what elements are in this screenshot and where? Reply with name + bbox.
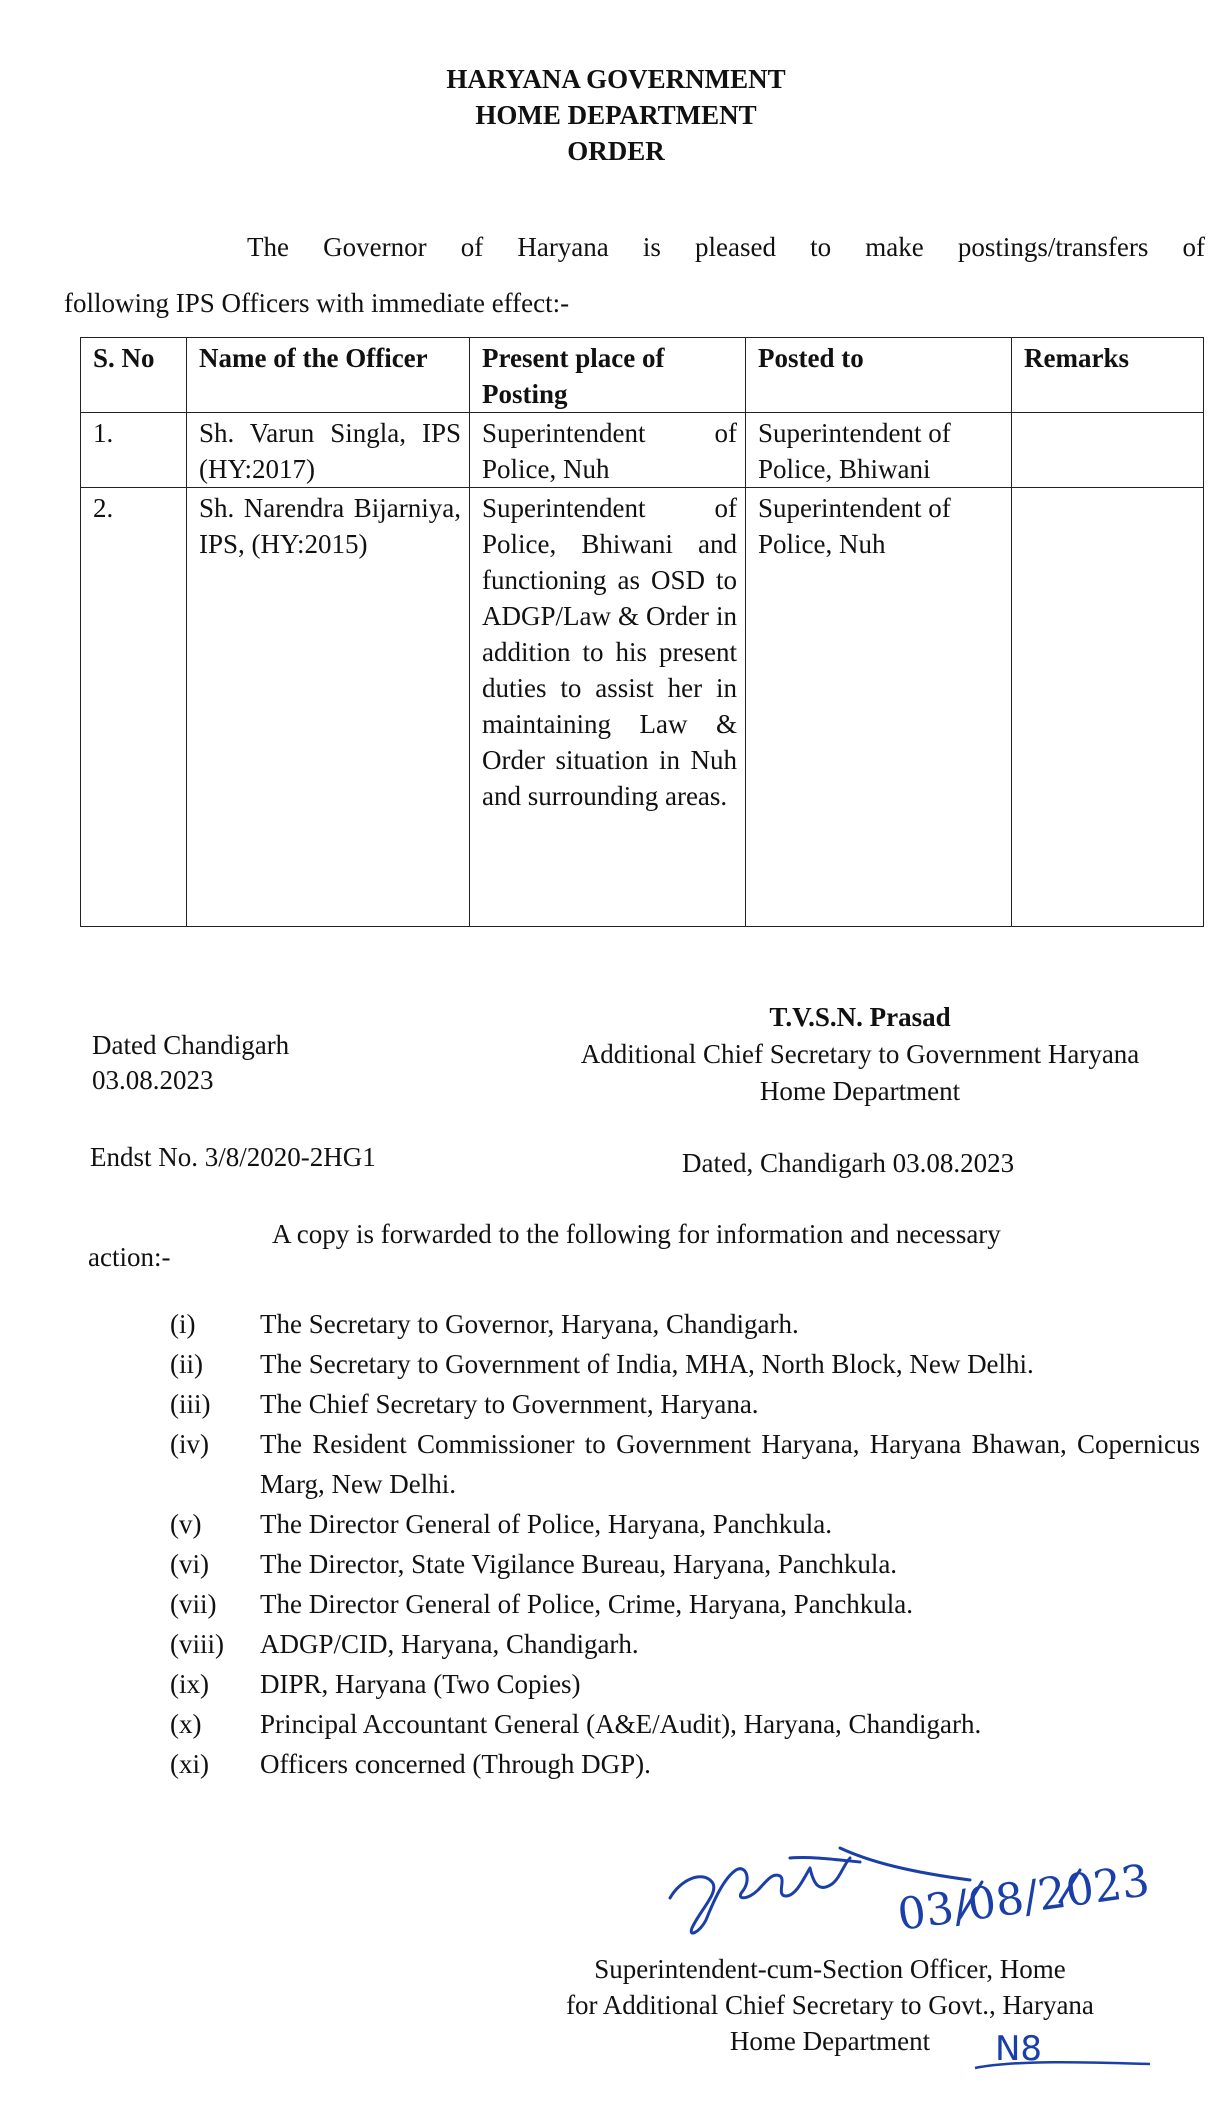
intro-line-2: following IPS Officers with immediate effect:- (64, 288, 570, 318)
signatory-name: T.V.S.N. Prasad (769, 1002, 951, 1032)
handwritten-signature (640, 1800, 1200, 1950)
row-name: Sh. Narendra Bijarniya, IPS, (HY:2015) (187, 488, 470, 927)
signatory-designation: Additional Chief Secretary to Government Haryana (580, 1039, 1140, 1069)
endorsement-number: Endst No. 3/8/2020-2HG1 (90, 1142, 376, 1172)
list-item-number: (iv) (170, 1429, 209, 1459)
row-posted: Superintendent of Police, Nuh (746, 488, 1012, 927)
list-item-text: The Secretary to Governor, Haryana, Chandigarh. (260, 1309, 799, 1339)
list-item-number: (i) (170, 1309, 196, 1339)
dated-place: Dated Chandigarh (92, 1030, 290, 1060)
list-item-text: DIPR, Haryana (Two Copies) (260, 1669, 581, 1699)
list-item (170, 1744, 1200, 1784)
row-sno: 2. (81, 488, 187, 927)
footer-line-3: Home Department (729, 2026, 931, 2056)
list-item-text: ADGP/CID, Haryana, Chandigarh. (260, 1629, 639, 1659)
list-item-text: Principal Accountant General (A&E/Audit), Haryana, Chandigarh. (260, 1709, 982, 1739)
list-item (170, 1544, 1200, 1584)
handwritten-date: 03/08/2023 (894, 1855, 1153, 1941)
row-posted: Superintendent of Police, Bhiwani (746, 413, 1012, 488)
row-present: Superintendent of Police, Nuh (470, 413, 746, 488)
intro-line-1: The Governor of Haryana is pleased to make postings/transfers of (247, 232, 1205, 262)
list-item-number: (x) (170, 1709, 202, 1739)
col-sno: S. No (81, 338, 187, 413)
list-item-number: (xi) (170, 1749, 209, 1779)
list-item-number: (iii) (170, 1389, 211, 1419)
list-item (170, 1304, 1200, 1344)
list-item-number: (v) (170, 1509, 202, 1539)
list-item-text: The Director, State Vigilance Bureau, Haryana, Panchkula. (260, 1549, 898, 1579)
col-name: Name of the Officer (187, 338, 470, 413)
posting-table (80, 337, 1204, 927)
list-item-text: Officers concerned (Through DGP). (260, 1749, 651, 1779)
row-sno: 1. (81, 413, 187, 488)
list-item-number: (viii) (170, 1629, 224, 1659)
dated-date: 03.08.2023 (92, 1065, 214, 1095)
list-item-number: (ii) (170, 1349, 203, 1379)
footer-line-2: for Additional Chief Secretary to Govt., Haryana (566, 1990, 1094, 2020)
copy-to-list (170, 1304, 1200, 1784)
list-item-number: (vi) (170, 1549, 209, 1579)
table-row (81, 413, 1204, 488)
list-item (170, 1504, 1200, 1544)
handwritten-initials (955, 2020, 1155, 2080)
initials-text: N8 (995, 2029, 1043, 2069)
table-row (81, 488, 1204, 927)
header-department: HOME DEPARTMENT (475, 100, 757, 130)
copy-intro-line-1: A copy is forwarded to the following for information and necessary (272, 1219, 1001, 1249)
list-item-text: The Resident Commissioner to Government Haryana, Haryana Bhawan, Copernicus Marg, New Delhi. (260, 1429, 1200, 1499)
row-remarks (1012, 488, 1204, 927)
list-item (170, 1664, 1200, 1704)
list-item-text: The Secretary to Government of India, MHA, North Block, New Delhi. (260, 1349, 1034, 1379)
row-remarks (1012, 413, 1204, 488)
list-item (170, 1384, 1200, 1424)
list-item (170, 1704, 1200, 1744)
table-header-row (81, 338, 1204, 413)
footer-line-1: Superintendent-cum-Section Officer, Home (594, 1954, 1066, 1984)
col-posted: Posted to (746, 338, 1012, 413)
list-item (170, 1344, 1200, 1384)
endorsement-dated: Dated, Chandigarh 03.08.2023 (682, 1148, 1015, 1178)
list-item (170, 1584, 1200, 1624)
row-name: Sh. Varun Singla, IPS (HY:2017) (187, 413, 470, 488)
list-item-text: The Director General of Police, Haryana, Panchkula. (260, 1509, 833, 1539)
list-item-text: The Chief Secretary to Government, Haryana. (260, 1389, 759, 1419)
list-item-number: (ix) (170, 1669, 209, 1699)
list-item-text: The Director General of Police, Crime, Haryana, Panchkula. (260, 1589, 913, 1619)
header-order: ORDER (567, 136, 665, 166)
row-present: Superintendent of Police, Bhiwani and functioning as OSD to ADGP/Law & Order in addition to his present duties to assist her in maintaining Law & Order situation in Nuh and surrounding areas. (470, 488, 746, 927)
signatory-department: Home Department (759, 1076, 961, 1106)
list-item (170, 1624, 1200, 1664)
col-remarks: Remarks (1012, 338, 1204, 413)
list-item-number: (vii) (170, 1589, 217, 1619)
col-present: Present place of Posting (470, 338, 746, 413)
copy-intro-line-2: action:- (88, 1242, 171, 1272)
list-item (170, 1424, 1200, 1504)
header-government: HARYANA GOVERNMENT (446, 64, 786, 94)
